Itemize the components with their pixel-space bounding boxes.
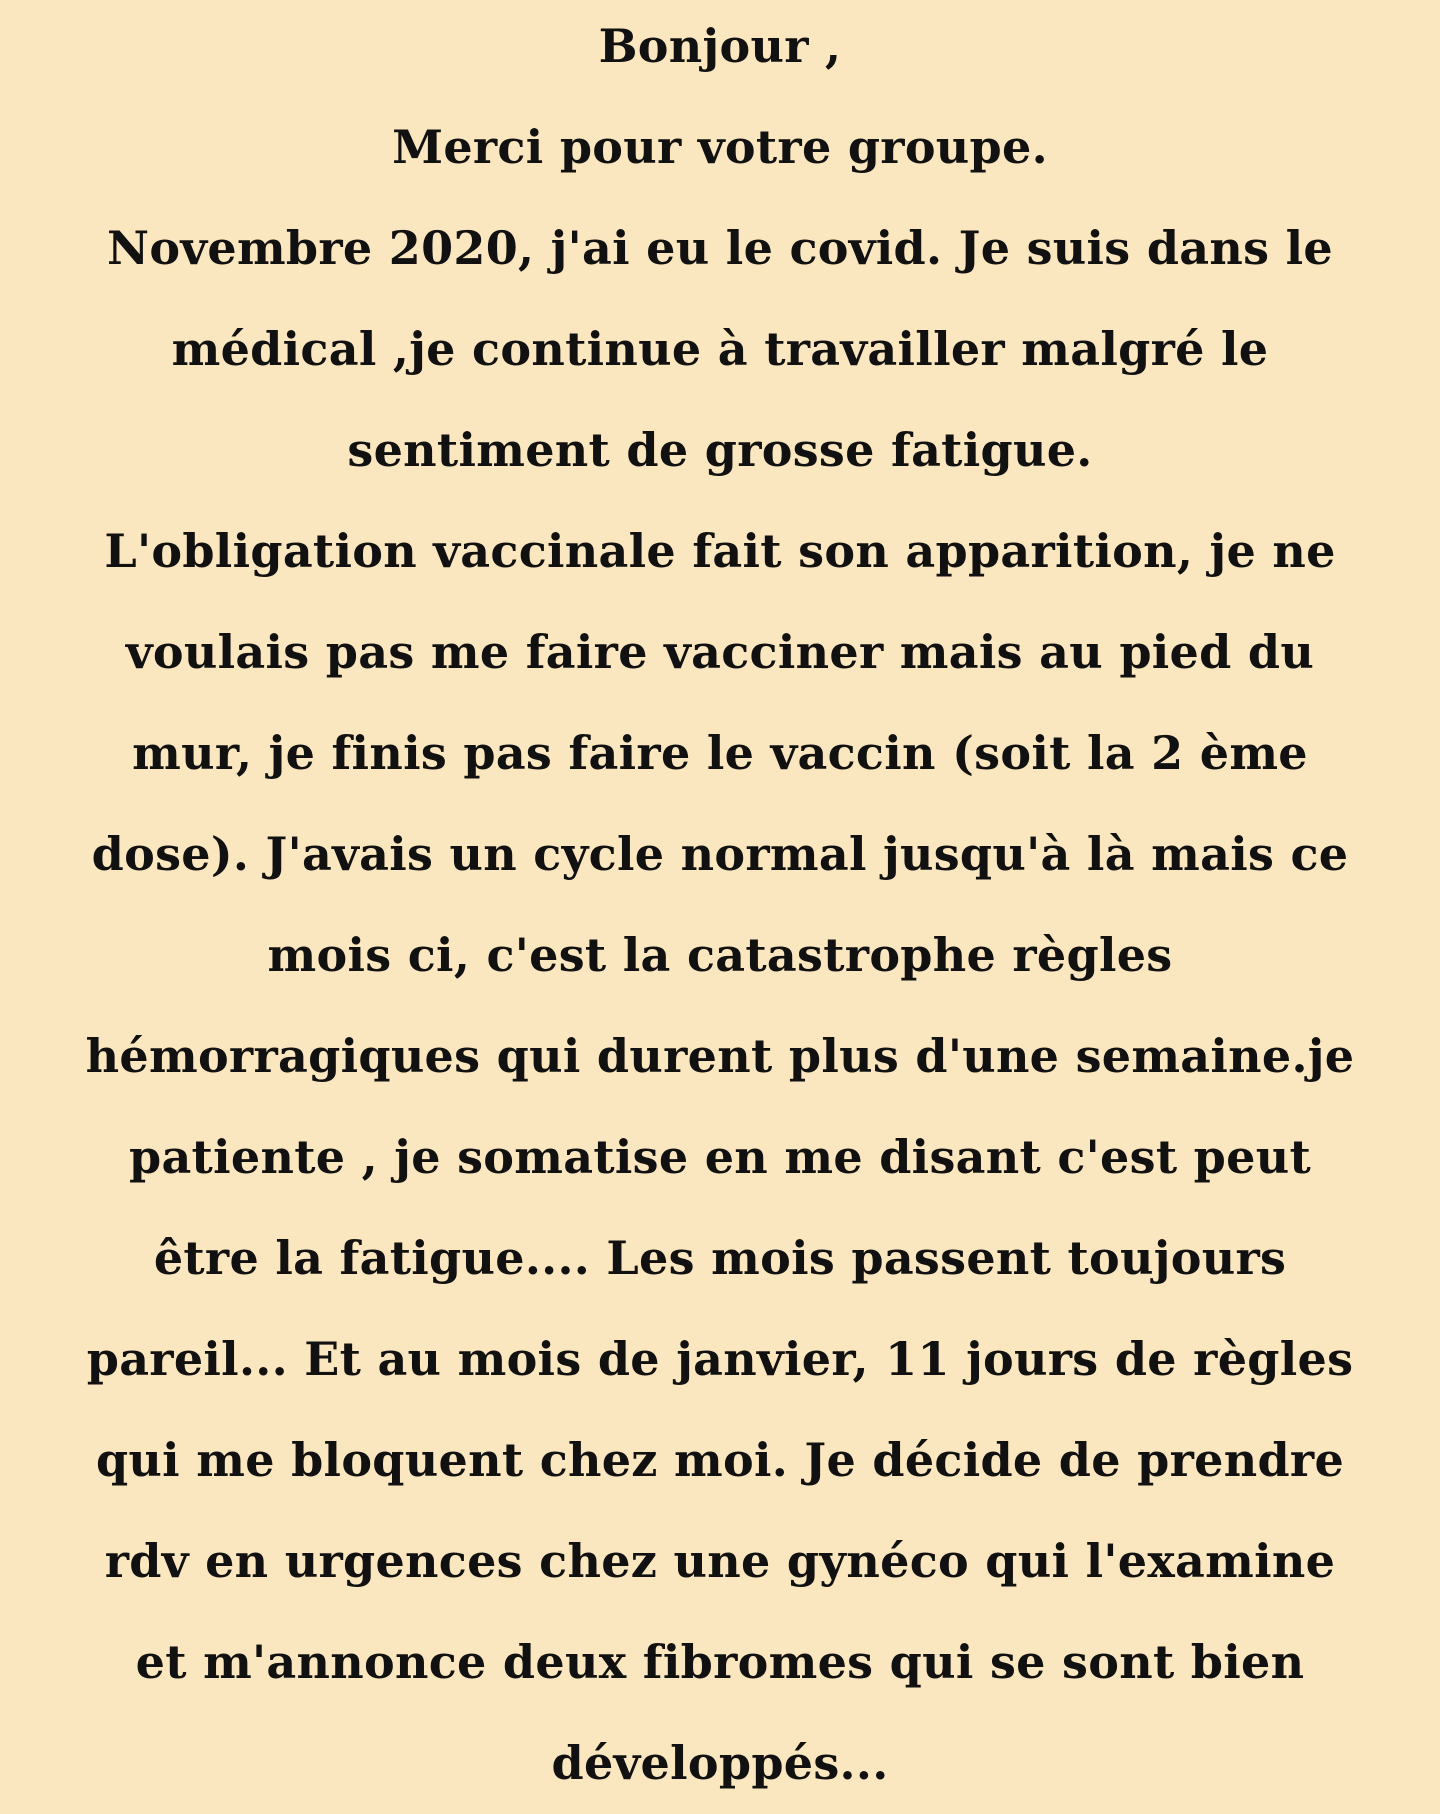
text-line: sentiment de grosse fatigue. (347, 423, 1093, 477)
text-line: mois ci, c'est la catastrophe règles (267, 928, 1173, 982)
text-line: dose). J'avais un cycle normal jusqu'à là mais ce (91, 827, 1349, 881)
text-line: voulais pas me faire vacciner mais au pied du (125, 625, 1315, 679)
text-line: qui me bloquent chez moi. Je décide de prendre (95, 1433, 1345, 1487)
text-line: Merci pour votre groupe. (392, 120, 1048, 174)
text-line: médical ,je continue à travailler malgré le (171, 322, 1269, 376)
text-line: mur, je finis pas faire le vaccin (soit la 2 ème (132, 726, 1308, 780)
text-line: être la fatigue.... Les mois passent toujours (153, 1231, 1287, 1285)
text-line: hémorragiques qui durent plus d'une semaine.je (85, 1029, 1355, 1083)
text-line: Bonjour , (598, 19, 842, 73)
text-line: rdv en urgences chez une gynéco qui l'examine (104, 1534, 1336, 1588)
text-line: et m'annonce deux fibromes qui se sont bien (135, 1635, 1305, 1689)
text-line: Novembre 2020, j'ai eu le covid. Je suis dans le (107, 221, 1333, 275)
text-line: pareil... Et au mois de janvier, 11 jours de règles (86, 1332, 1354, 1386)
text-line: L'obligation vaccinale fait son apparition, je ne (104, 524, 1336, 578)
text-line: développés... (551, 1736, 889, 1790)
text-line: patiente , je somatise en me disant c'est peut (128, 1130, 1311, 1184)
